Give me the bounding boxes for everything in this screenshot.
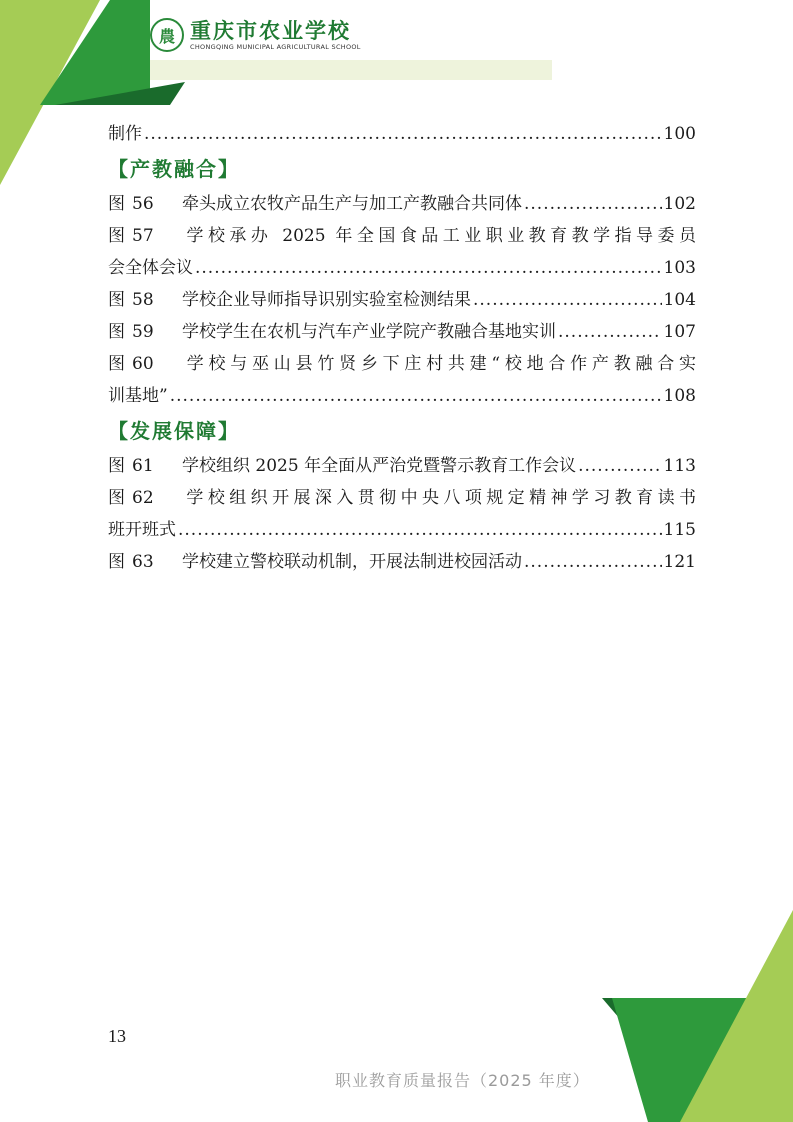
figure-label: 图 — [108, 226, 125, 246]
figure-caption-continued: 会全体会议 — [108, 258, 193, 278]
school-name-cn: 重庆市农业学校 — [190, 18, 351, 43]
toc-page: 121 — [663, 552, 696, 572]
figure-caption: 学校承办 2025 年全国食品工业职业教育教学指导委员 — [182, 226, 696, 246]
figure-label: 图 — [108, 194, 125, 214]
toc-entry[interactable] — [108, 188, 696, 220]
toc-page: 113 — [663, 456, 696, 476]
toc-page: 108 — [663, 386, 696, 406]
toc-leader — [524, 188, 662, 220]
toc-section-heading: 【发展保障】 — [108, 419, 240, 443]
page-number: 13 — [108, 1026, 126, 1046]
toc-leader — [473, 284, 662, 316]
figure-caption: 学校企业导师指导识别实验室检测结果 — [182, 290, 471, 310]
figure-number: 62 — [132, 488, 154, 508]
toc-leader — [144, 118, 662, 150]
toc-entry[interactable] — [108, 284, 696, 316]
toc-entry-text — [108, 546, 522, 578]
toc-entry-text — [108, 188, 522, 220]
figure-number: 58 — [132, 290, 154, 310]
figure-number: 57 — [132, 226, 154, 246]
figure-caption-continued: 训基地” — [108, 386, 168, 406]
figure-caption: 牵头成立农牧产品生产与加工产教融合共同体 — [182, 194, 522, 214]
toc-leader — [195, 252, 662, 284]
toc-entry[interactable] — [108, 450, 696, 482]
figure-caption: 学校与巫山县竹贤乡下庄村共建“校地合作产教融合实 — [182, 354, 696, 374]
figure-number: 56 — [132, 194, 154, 214]
toc-entry-text — [108, 450, 576, 482]
toc-entry-text — [108, 348, 696, 380]
toc-entry-text: 制作 — [108, 124, 142, 144]
toc-entry-text — [108, 482, 696, 514]
toc-section-heading: 【产教融合】 — [108, 157, 240, 181]
figure-number: 59 — [132, 322, 154, 342]
toc-entry-continuation[interactable] — [108, 252, 696, 284]
header-band — [150, 60, 552, 80]
toc-entry[interactable] — [108, 220, 696, 252]
toc-entry-text — [108, 220, 696, 252]
toc-leader — [170, 380, 662, 412]
toc-entry-continuation[interactable] — [108, 514, 696, 546]
figure-label: 图 — [108, 552, 125, 572]
toc-entry[interactable] — [108, 348, 696, 380]
toc-page: 103 — [663, 258, 696, 278]
school-name-en: CHONGQING MUNICIPAL AGRICULTURAL SCHOOL — [190, 43, 361, 51]
figure-label: 图 — [108, 354, 125, 374]
figure-number: 61 — [132, 456, 154, 476]
figure-label: 图 — [108, 456, 125, 476]
school-seal-icon: 農 — [150, 18, 184, 52]
toc-leader — [524, 546, 662, 578]
toc-page: 104 — [663, 290, 696, 310]
school-logo — [150, 18, 361, 52]
toc-entry[interactable] — [108, 482, 696, 514]
toc-leader — [178, 514, 662, 546]
figure-number: 60 — [132, 354, 154, 374]
figure-label: 图 — [108, 290, 125, 310]
report-title: 职业教育质量报告（2025 年度） — [335, 1071, 590, 1090]
toc-entry-text — [108, 316, 556, 348]
toc-page: 115 — [663, 520, 696, 540]
figure-label: 图 — [108, 322, 125, 342]
toc-page: 100 — [663, 124, 696, 144]
figure-caption-continued: 班开班式 — [108, 520, 176, 540]
toc-leader — [578, 450, 661, 482]
toc-entry[interactable] — [108, 316, 696, 348]
toc-entry[interactable] — [108, 546, 696, 578]
toc-entry-continuation[interactable] — [108, 380, 696, 412]
toc-sections — [108, 150, 696, 578]
toc-entry-text — [108, 284, 471, 316]
figure-number: 63 — [132, 552, 154, 572]
figure-caption: 学校组织 2025 年全面从严治党暨警示教育工作会议 — [182, 456, 577, 476]
figure-caption: 学校组织开展深入贯彻中央八项规定精神学习教育读书 — [182, 488, 696, 508]
figure-label: 图 — [108, 488, 125, 508]
figure-caption: 学校建立警校联动机制，开展法制进校园活动 — [182, 552, 522, 572]
figure-caption: 学校学生在农机与汽车产业学院产教融合基地实训 — [182, 322, 556, 342]
bottom-right-decoration — [560, 900, 793, 1122]
toc-page: 107 — [663, 322, 696, 342]
toc-page: 102 — [663, 194, 696, 214]
toc-leader — [558, 316, 662, 348]
toc-entry[interactable] — [108, 118, 696, 150]
table-of-figures — [108, 118, 696, 578]
